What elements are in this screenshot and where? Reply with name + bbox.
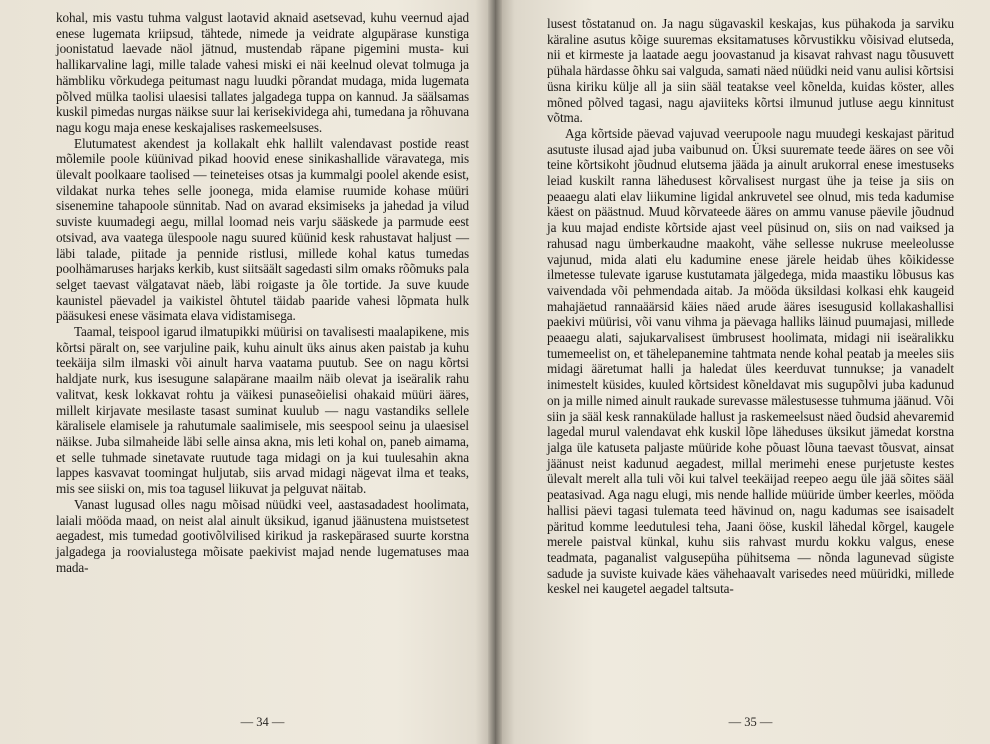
- right-page: [495, 0, 990, 744]
- left-page-text: [56, 10, 469, 575]
- paragraph: Taamal, teispool igarud ilmatupikki müürisi on tavalisesti maalapikene, mis kõrtsi päralt on, see varjuline paik, kuhu ainult üks ainus aken paistab ja kuhu teekäija silm ilmaski või ainult harva vaatama puutub. See on nagu kõrtsi haldjate nurk, kus isesugune salapärane maailm näib olevat ja iseäralik rahu valitvat, kesk lokkavat rohtu ja väikesi punaseõielisi ohakaid müüri ääres, millelt kirjavate mesilaste tasast suminat kuulub — nagu vastandiks sellele käralisele elamisele ja rahutumale saalimisele, mis seespool seinu ja ulaesisel näikse. Juba silmaheide läbi selle ainsa akna, mis leti kohal on, paneb aimama, et selle tuhmade sinetavate ruutude taga midagi on ja kui tuulesahin akna lappes kasvavat toomingat huljutab, siis arvad midagi nägevat ilma et teaks, mis see siiski on, mis toa tagusel liikuvat ja pelguvat näitab.: [56, 324, 469, 497]
- page-number: — 34 —: [240, 715, 285, 729]
- paragraph: Elutumatest akendest ja kollakalt ehk hallilt valendavast postide reast mõlemile poole küünivad pikad hoovid enese sinikashallide väravatega, mis ülevalt poolkaare taolised — teineteises otsas ja kummalgi poolel akende esist, vildakat nurka tehes selle joonega, mida elamise ruumide kohase müüri sisenemine tahapoole sünnitab. Nad on avarad eksimiseks ja jahedad ja vilud suviste kuumadegi aegu, millal loomad neis varju sääskede ja parmude eest otsivad, ava vaatega ülespoole nagu suured küünid kesk rahustavat haljust — läbi talade, piitade ja pennide ristlusi, millede kohal katus tumedas poolhämaruses harjaks kerkib, kust siitsäält sagedasti silm omaks rõõmuks pala selget taevast välgatavat näeb, läbi roigaste ja õle tortide. Ja suve kuude kaunistel päevadel ja vaikistel õhtutel täidab paaride vahesi lõpmata hulk pääsukesi enese väsimata elava vidistamisega.: [56, 135, 469, 324]
- paragraph: lusest tõstatanud on. Ja nagu sügavaskil keskajas, kus pühakoda ja sarviku käraline asutus kõige suuremas eksitamatuses kõrvustikku võisivad elutseda, nii et kirmeste ja laatade aegu joovastanud ja kisavat rahvast nagu tõusuvett pühala härdasse õhku sai valguda, samati näed nüüdki neid vanu aulisi kõrtsisi üsna kiriku külje all ja siin sääl teatakse veel kõnelda, kuidas köster, alles mõned põlved tagasi, nagu ajaviiteks kõrtsi ilmunud jutluse aegu kinnitust võtma.: [547, 16, 954, 126]
- right-page-text: [547, 16, 954, 597]
- paragraph: kohal, mis vastu tuhma valgust laotavid aknaid asetsevad, kuhu veernud ajad enese lugemata kriipsud, tähtede, nimede ja veidrate algupärase kunstiga joonistatud laevade näol jätnud, mustendab räpane pigemini musta- kui hallikarvaline lagi, mille talade vahesi miski ei näi keelnud olevat tolmuga ja hämbliku võrkudega peitumast nagu luudki põrandat mudaga, mida lugemata põlved mülka taolisi ulaesisi tallates jalgadega tuppa on kannud. Ja säälsamas kuskil pimedas nurgas näikse suur lai kerisekividega ahi, tumedana ja rõhuvana nagu kogu maja enese keskajalises raskemeelsuses.: [56, 10, 469, 135]
- page-number: — 35 —: [728, 715, 773, 729]
- paragraph: Aga kõrtside päevad vajuvad veerupoole nagu muudegi keskajast päritud asutuste ilusad ajad juba vaibunud on. Üksi suuremate teede ääres on see või teine kõrtsikoht jõudnud elutsema jääda ja ainult arukorral enese imestuseks leiad kuskilt ranna lähedusest kõrvalisest nurgast ühe ja teise ja siis on peaaegu alati elav liikumine ligidal ankruvetel see olnud, mis teda kadumise käest on päästnud. Muud kõrvateede ääres on ammu vanuse päevile jõudnud ja kuu majad endiste kõrtside ajast veel püsinud on, siis on nad vaiksed ja rahusad nagu ümberkaudne maakoht, vähe sellesse nukruse meeleolusse vajunud, mida alati elu kadumine enese järele heidab ühes kõikidesse ilmetesse tulevate igaruse kustutamata jälgedega, mida maastiku lõbusus kas vaivendada või pehmendada aitab. Ja mööda üksildasi kolkasi ehk kaugeid mahajäetud rannaäärsid käies näed arude ääres isesugusid kollakashallisi paekivi müürisi, või vanu vihma ja päevaga halliks läinud puumajasi, millede peaaegu alati, sajukarvalisest ümbrusest hoolimata, midagi nii iseäralikku tumemeelist on, et tähelepanemine tahtmata nende kohal peatab ja meeles siis midagi ääretumat halli ja haledat üles keerduvat tunnukse; ja vanadelt inimestelt küsides, kuuled kõrtsidest kõneldavat mis sugupõlvi juba kadunud on ja mille nimed ainult raukade surevasse mälestusesse tuhmuma jäänud. Või siin ja sääl kesk rannakülade hallust ja raskemeelsust näed õudsid ahevaremid lagedal murul valendavat ehk kuskil lõpe läheduses üksikut jämedat korstna jalga üle katuseta paljaste müüride kohe põuast lõuna taevast tõusvat, ainsat jäänust neist kadunud aegadest, millal merimehi enese purjetuste kestes ülevalt merelt alla tuli või kui talvel teekäijad reepeo aegu üle jää sõites sääl peatasivad. Aga nagu elugi, mis nende hallide müüride ümber keerles, mööda hallisi päevi tagasi tulemata teed hävinud on, nagu kadumas see isaisadelt päritud komme leedutulesi teha, Jaani ööse, kuskil lähedal kõrgel, kaugele merele paistval künkal, kuhu siis rahvast murdu kokku valgus, enese teadmata, paganalist valgusepüha pühitsema — nõnda lagunevad sügiste sadude ja suviste kuivade käes vähehaavalt varisedes need müüridki, millede keskel nei kaugetel aegadel taltsuta-: [547, 125, 954, 597]
- book-gutter: [488, 0, 502, 744]
- paragraph: Vanast lugusad olles nagu mõisad nüüdki veel, aastasadadest hoolimata, laiali mööda maad, on neist alal ainult üksikud, iganud jäänustena muistsetest aegadest, mis tumedad gootivõlvilised kirikud ja raskepärased suurte korstna jalgadega ja roovialustega mõisate paekivist majad nende lugematuses maa mada-: [56, 496, 469, 575]
